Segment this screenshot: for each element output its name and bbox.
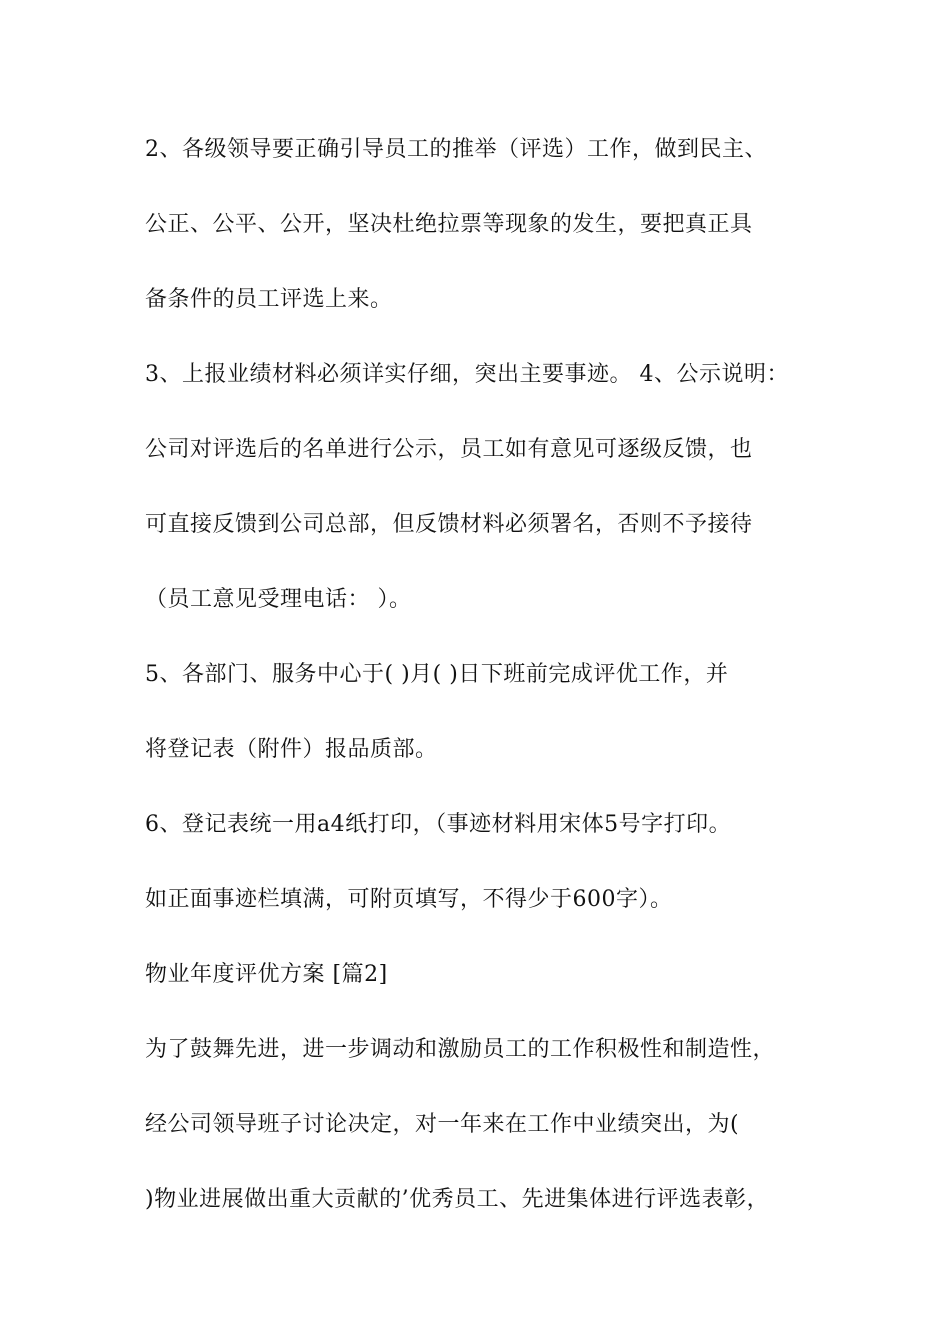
paragraph-line: 2、各级领导要正确引导员工的推举（评选）工作，做到民主、 xyxy=(145,137,767,162)
paragraph-line: 经公司领导班子讨论决定，对一年来在工作中业绩突出，为( xyxy=(145,1112,740,1137)
paragraph-line: 公司对评选后的名单进行公示，员工如有意见可逐级反馈，也 xyxy=(145,437,753,462)
paragraph-line: 公正、公平、公开，坚决杜绝拉票等现象的发生，要把真正具 xyxy=(145,212,753,237)
paragraph-line: 如正面事迹栏填满，可附页填写，不得少于600字）。 xyxy=(145,887,673,912)
paragraph-line: )物业进展做出重大贡献的’优秀员工、先进集体进行评选表彰， xyxy=(145,1187,770,1212)
paragraph-line: （员工意见受理电话： ）。 xyxy=(145,587,412,612)
paragraph-line: 5、各部门、服务中心于( )月( )日下班前完成评优工作，并 xyxy=(145,662,729,687)
paragraph-line: 备条件的员工评选上来。 xyxy=(145,287,393,312)
section-heading: 物业年度评优方案 [篇2] xyxy=(145,962,388,987)
paragraph-line: 可直接反馈到公司总部，但反馈材料必须署名，否则不予接待 xyxy=(145,512,753,537)
paragraph-line: 将登记表（附件）报品质部。 xyxy=(145,737,438,762)
paragraph-line: 6、登记表统一用a4纸打印，（事迹材料用宋体5号字打印。 xyxy=(145,812,732,837)
paragraph-line: 为了鼓舞先进，进一步调动和激励员工的工作积极性和制造性， xyxy=(145,1037,776,1062)
paragraph-line: 3、上报业绩材料必须详实仔细，突出主要事迹。 4、公示说明： xyxy=(145,362,789,387)
